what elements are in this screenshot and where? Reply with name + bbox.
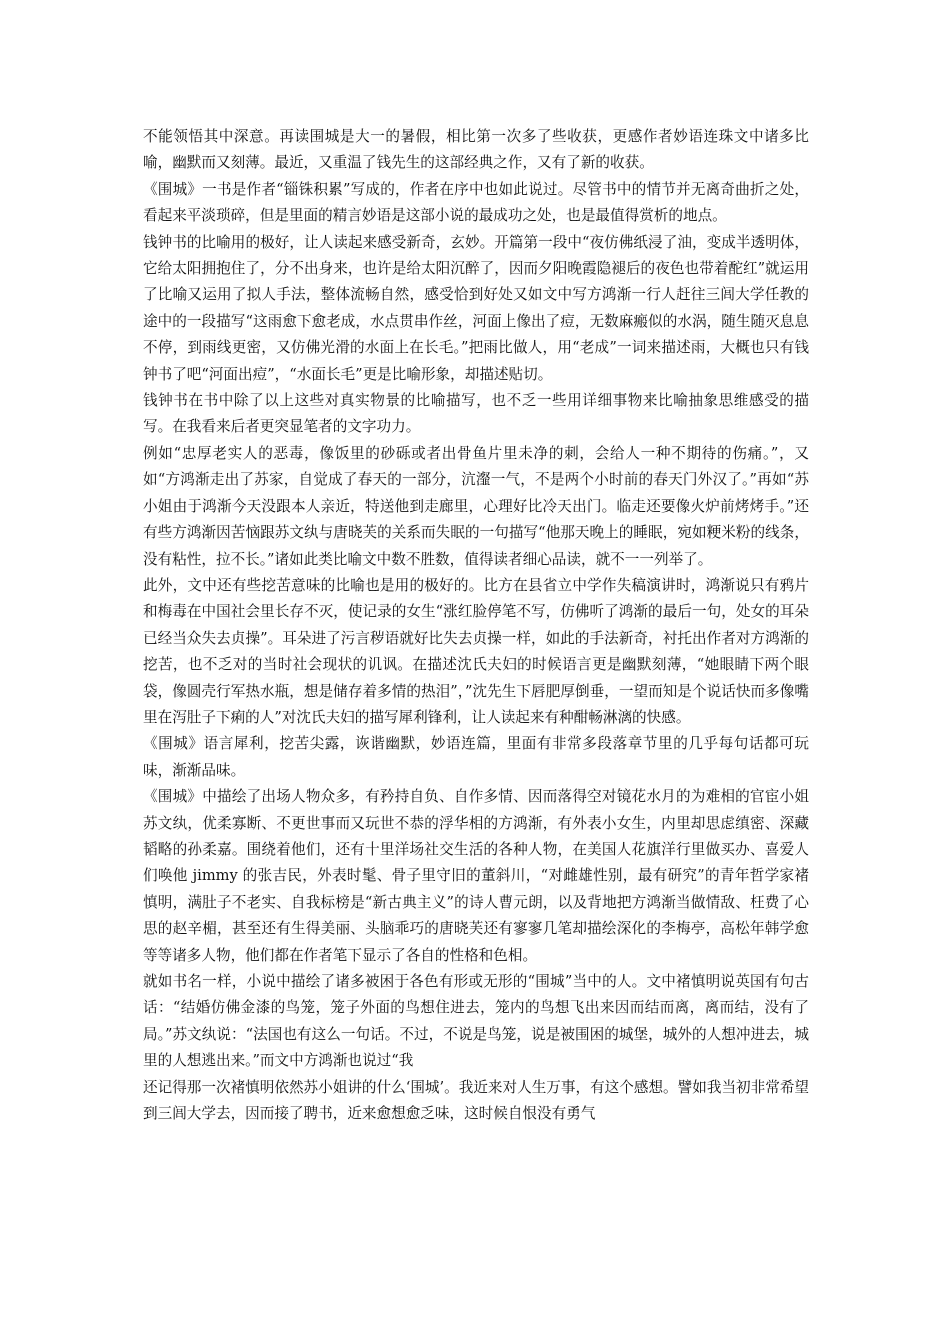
paragraph-6: 此外，文中还有些挖苦意味的比喻也是用的极好的。比方在县省立中学作失稿演讲时，鸿渐说只有鸦片和梅毒在中国社会里长存不灭，使记录的女生“涨红脸停笔不写，仿佛听了鸿渐的最后一句，处女的耳朵已经当众失去贞操”。耳朵进了污言秽语就好比失去贞操一样，如此的手法新奇，衬托出作者对方鸿渐的挖苦，也不乏对的当时社会现状的讥讽。在描述沈氏夫妇的时候语言更是幽默刻薄，“她眼睛下两个眼袋，像圆壳行军热水瓶，想是储存着多情的热泪”，”沈先生下唇肥厚倒垂，一望而知是个说话快而多像嘴里在泻肚子下痢的人”对沈氏夫妇的描写犀利锋利，让人读起来有种酣畅淋漓的快感。 bbox=[143, 576, 809, 726]
paragraph-4: 钱钟书在书中除了以上这些对真实物景的比喻描写，也不乏一些用详细事物来比喻抽象思维感受的描写。在我看来后者更突显笔者的文字功力。 bbox=[143, 392, 809, 436]
essay-body bbox=[143, 124, 809, 1127]
paragraph-8: 《围城》中描绘了出场人物众多，有矜持自负、自作多情、因而落得空对镜花水月的为难相的官宦小姐苏文纨，优柔寡断、不更世事而又玩世不恭的浮华相的方鸿渐，有外表小女生，内里却思虑缜密、深藏韬略的孙柔嘉。围绕着他们，还有十里洋场社交生活的各种人物，在美国人花旗洋行里做买办、喜爱人们唤他 jimmy 的张吉民，外表时髦、骨子里守旧的董斜川，“对雌雄性别，最有研究”的青年哲学家褚慎明，满肚子不老实、自我标榜是“新古典主义”的诗人曹元朗，以及背地把方鸿渐当做情敌、枉费了心思的赵辛楣，甚至还有生得美丽、头脑乖巧的唐晓芙还有寥寥几笔却描绘深化的李梅亭，高松年韩学愈等等诸多人物，他们都在作者笔下显示了各自的性格和色相。 bbox=[143, 788, 809, 964]
paragraph-2: 《围城》一书是作者“锱铢积累”写成的，作者在序中也如此说过。尽管书中的情节并无离奇曲折之处，看起来平淡琐碎，但是里面的精言妙语是这部小说的最成功之处，也是最值得赏析的地点。 bbox=[143, 180, 809, 225]
paragraph-9: 就如书名一样，小说中描绘了诸多被困于各色有形或无形的“围城”当中的人。文中褚慎明说英国有句古话：“结婚仿佛金漆的鸟笼，笼子外面的鸟想住进去，笼内的鸟想飞出来因而结而离，离而结，没有了局。”苏文纨说：“法国也有这么一句话。不过，不说是鸟笼，说是被围困的城堡，城外的人想冲进去，城里的人想逃出来。”而文中方鸿渐也说过“我 bbox=[143, 973, 809, 1070]
paragraph-1: 不能领悟其中深意。再读围城是大一的暑假，相比第一次多了些收获，更感作者妙语连珠文中诸多比喻，幽默而又刻薄。最近，又重温了钱先生的这部经典之作，又有了新的收获。 bbox=[143, 128, 809, 172]
paragraph-5: 例如“忠厚老实人的恶毒，像饭里的砂砾或者出骨鱼片里未净的刺，会给人一种不期待的伤痛。”，又如“方鸿渐走出了苏家，自觉成了春天的一部分，沆瀣一气，不是两个小时前的春天门外汉了。”再如“苏小姐由于鸿渐今天没跟本人亲近，特送他到走廊里，心理好比冷天出门。临走还要像火炉前烤烤手。”还有些方鸿渐因苦恼跟苏文纨与唐晓芙的关系而失眠的一句描写“他那天晚上的睡眠，宛如粳米粉的线条，没有粘性，拉不长。”诸如此类比喻文中数不胜数，值得读者细心品读，就不一一列举了。 bbox=[143, 444, 809, 568]
paragraph-10: 还记得那一次褚慎明依然苏小姐讲的什么‘围城’。我近来对人生万事，有这个感想。譬如我当初非常希望到三闾大学去，因而接了聘书，近来愈想愈乏味，这时候自恨没有勇气 bbox=[143, 1078, 810, 1123]
paragraph-3: 钱钟书的比喻用的极好，让人读起来感受新奇，玄妙。开篇第一段中“夜仿佛纸浸了油，变成半透明体，它给太阳拥抱住了，分不出身来，也许是给太阳沉醉了，因而夕阳晚霞隐褪后的夜色也带着酡红”就运用了比喻又运用了拟人手法，整体流畅自然，感受恰到好处又如文中写方鸿渐一行人赶往三闾大学任教的途中的一段描写“这雨愈下愈老成，水点贯串作丝，河面上像出了痘，无数麻瘢似的水涡，随生随灭息息不停，到雨线更密，又仿佛光滑的水面上在长毛。”把雨比做人，用“老成”一词来描述雨，大概也只有钱钟书了吧“河面出痘”，“水面长毛”更是比喻形象，却描述贴切。 bbox=[143, 233, 809, 383]
paragraph-7: 《围城》语言犀利，挖苦尖露，诙谐幽默，妙语连篇，里面有非常多段落章节里的几乎每句话都可玩味，渐渐品味。 bbox=[143, 735, 809, 779]
